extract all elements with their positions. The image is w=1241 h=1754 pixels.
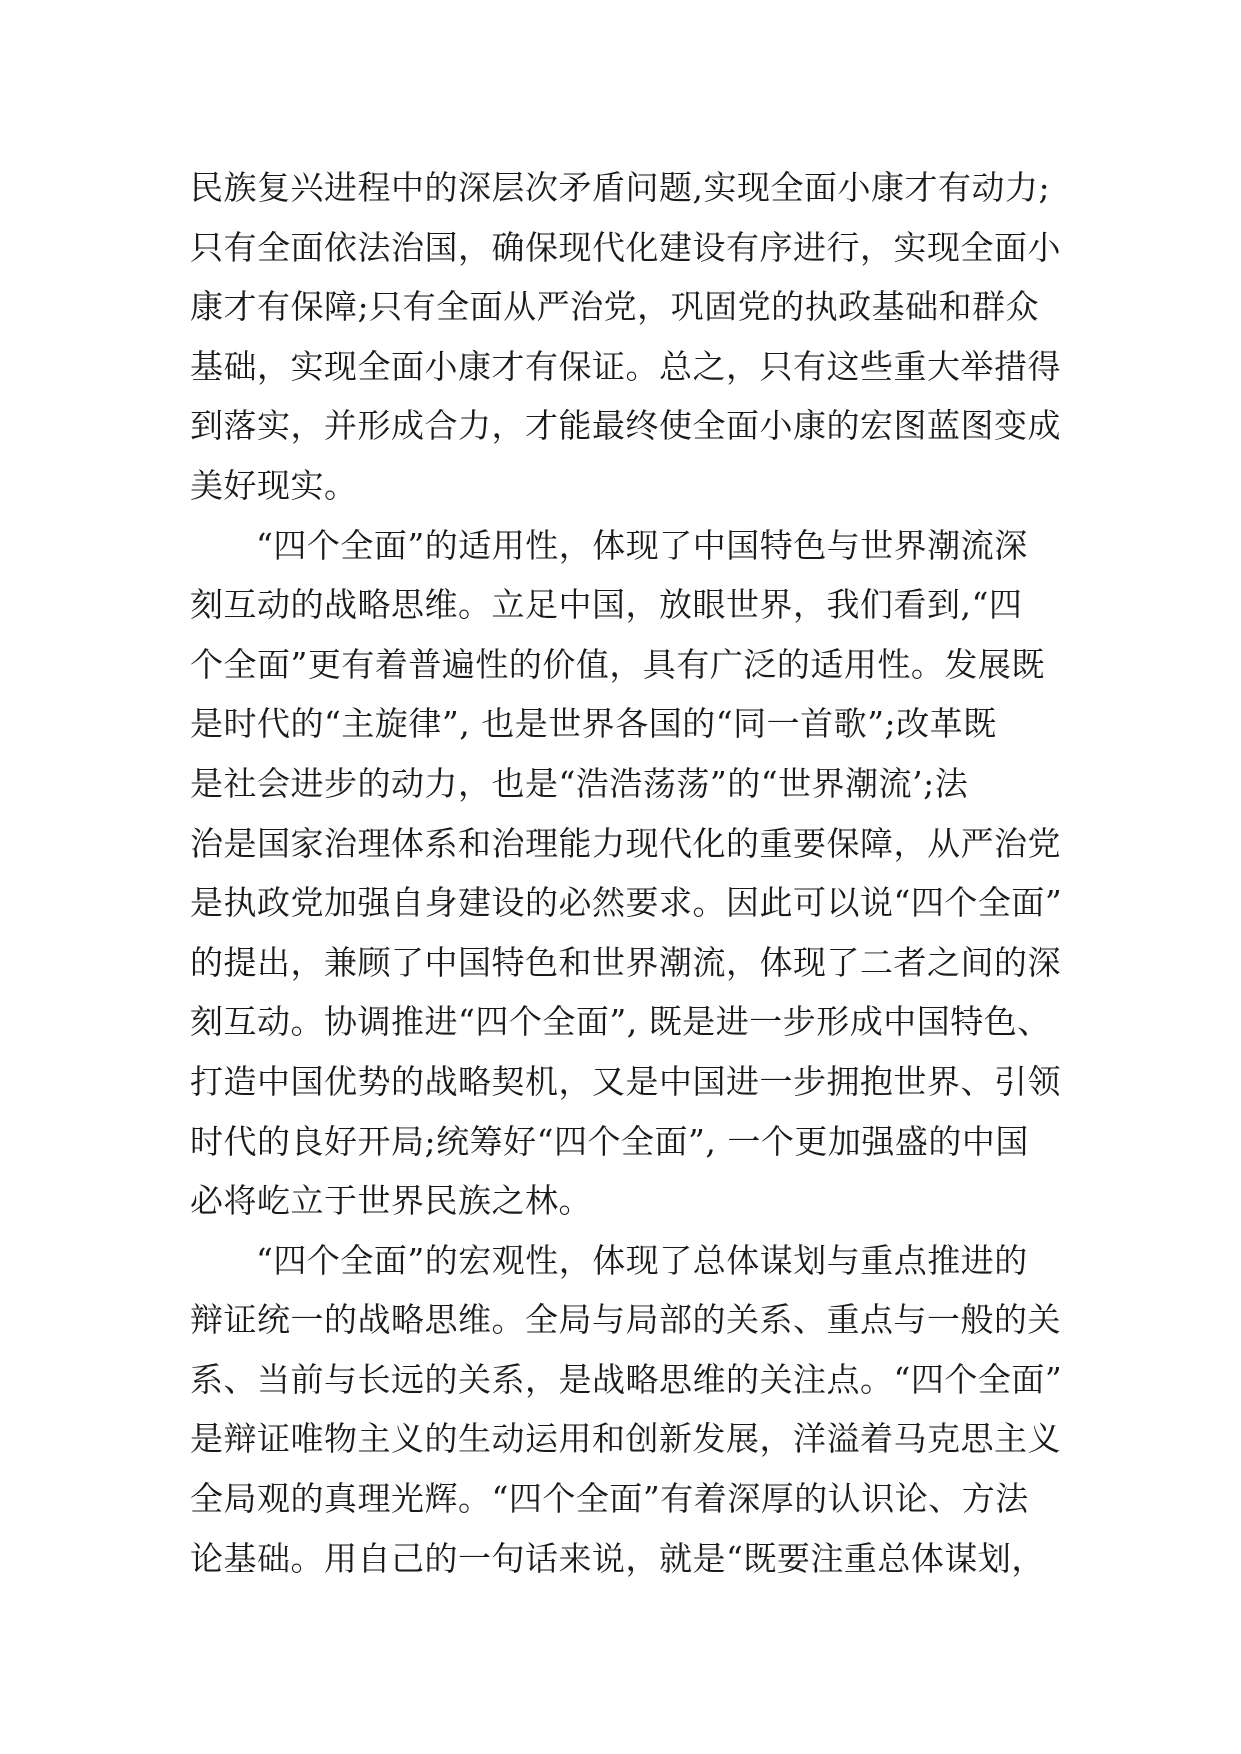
text-line: 论基础。用自己的一句话来说，就是“既要注重总体谋划， bbox=[190, 1538, 1045, 1578]
text-line: 到落实，并形成合力，才能最终使全面小康的宏图蓝图变成 bbox=[190, 406, 1061, 446]
text-line: 是时代的“主旋律”, 也是世界各国的“同一首歌”;改革既 bbox=[190, 704, 997, 744]
text-line: 民族复兴进程中的深层次矛盾问题,实现全面小康才有动力; bbox=[190, 168, 1051, 207]
text-line: 是社会进步的动力，也是“浩浩荡荡”的“世界潮流’;法 bbox=[190, 763, 969, 803]
text-line: 美好现实。 bbox=[190, 465, 358, 505]
text-line: 时代的良好开局;统筹好“四个全面”, 一个更加强盛的中国 bbox=[190, 1121, 1029, 1161]
paragraph-first-line: “四个全面”的宏观性，体现了总体谋划与重点推进的 bbox=[256, 1240, 1028, 1280]
text-line: 是执政党加强自身建设的必然要求。因此可以说“四个全面” bbox=[190, 883, 1063, 923]
text-line: 刻互动。协调推进“四个全面”, 既是进一步形成中国特色、 bbox=[190, 1002, 1051, 1042]
text-line: 系、当前与长远的关系，是战略思维的关注点。“四个全面” bbox=[190, 1359, 1063, 1399]
text-line: 只有全面依法治国，确保现代化建设有序进行，实现全面小 bbox=[190, 227, 1061, 267]
text-line: 全局观的真理光辉。“四个全面”有着深厚的认识论、方法 bbox=[190, 1479, 1029, 1519]
text-line: 刻互动的战略思维。立足中国，放眼世界，我们看到,“四 bbox=[190, 585, 1023, 625]
body-text bbox=[190, 158, 1070, 1588]
text-line: 辩证统一的战略思维。全局与局部的关系、重点与一般的关 bbox=[190, 1300, 1061, 1340]
text-line: 康才有保障;只有全面从严治党，巩固党的执政基础和群众 bbox=[190, 287, 1040, 327]
text-line: 的提出，兼顾了中国特色和世界潮流，体现了二者之间的深 bbox=[190, 942, 1061, 982]
text-line: 基础，实现全面小康才有保证。总之，只有这些重大举措得 bbox=[190, 346, 1061, 386]
text-line: 个全面”更有着普遍性的价值，具有广泛的适用性。发展既 bbox=[190, 644, 1045, 684]
text-line: 治是国家治理体系和治理能力现代化的重要保障，从严治党 bbox=[190, 823, 1061, 863]
paragraph-first-line: “四个全面”的适用性，体现了中国特色与世界潮流深 bbox=[256, 525, 1028, 565]
text-line: 必将屹立于世界民族之林。 bbox=[190, 1181, 592, 1221]
text-line: 是辩证唯物主义的生动运用和创新发展，洋溢着马克思主义 bbox=[190, 1419, 1061, 1459]
text-line: 打造中国优势的战略契机，又是中国进一步拥抱世界、引领 bbox=[190, 1061, 1061, 1101]
